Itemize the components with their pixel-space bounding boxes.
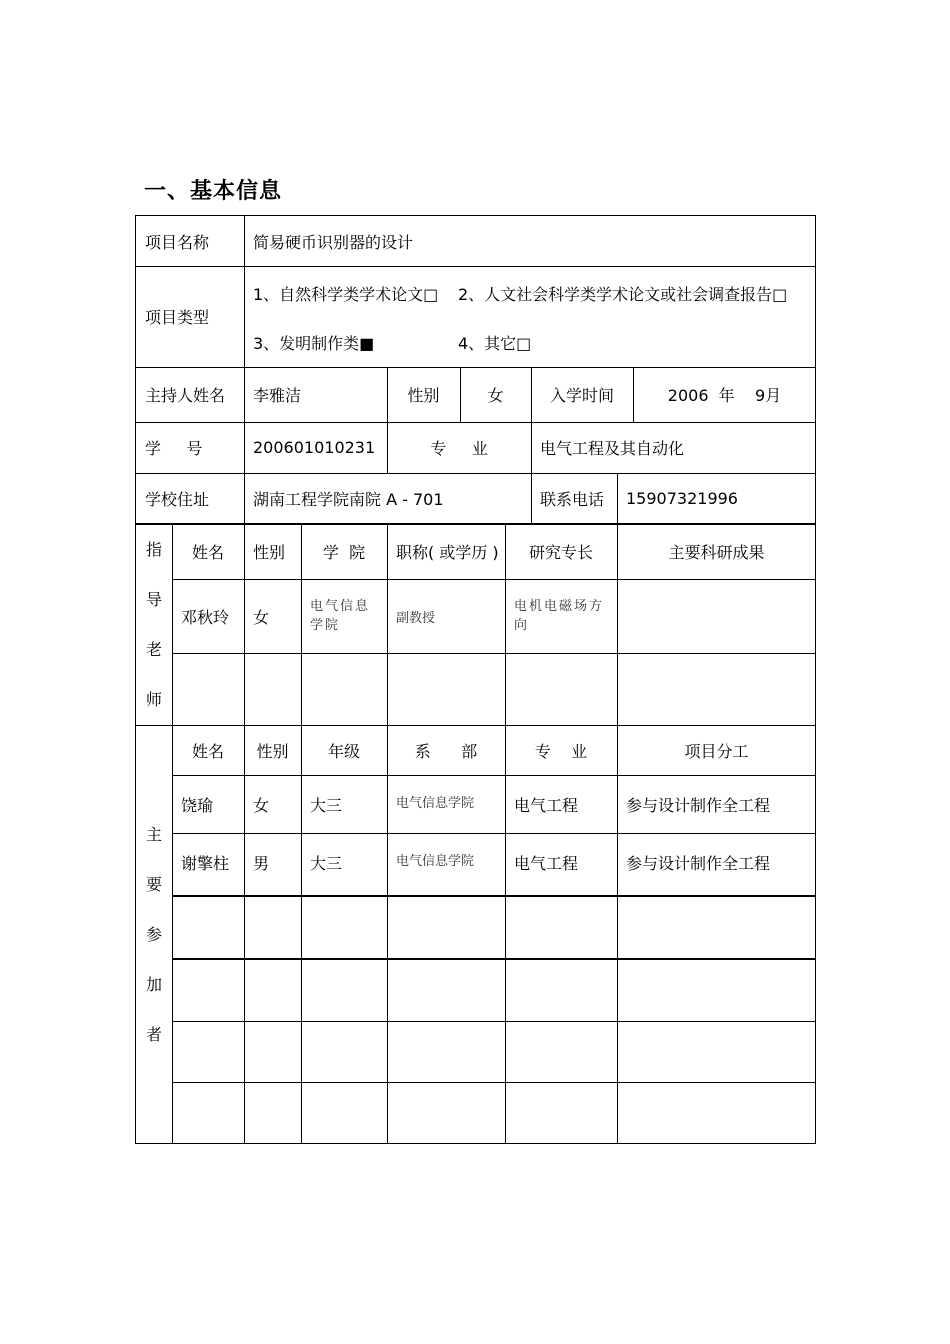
phone-label: 联系电话: [540, 490, 605, 509]
host-gender-label: 性别: [407, 386, 440, 405]
grid-line: [135, 1143, 816, 1144]
grid-line: [387, 367, 388, 473]
participant-2-name: 谢擎柱: [181, 853, 230, 873]
advisor-name: 邓秋玲: [181, 607, 230, 627]
participant-2-department: 电气信息学院: [396, 853, 475, 869]
grid-line: [172, 524, 173, 1144]
participant-1-name: 饶瑜: [181, 795, 214, 815]
project-type-option-3: 3、发明制作类■: [253, 333, 375, 353]
address-value: 湖南工程学院南院 A - 701: [253, 490, 444, 509]
advisor-gender: 女: [253, 607, 270, 627]
grid-line: [387, 524, 388, 1144]
grid-line: [135, 266, 816, 267]
grid-line: [815, 215, 816, 1144]
project-type-option-1: 1、自然科学类学术论文□: [253, 284, 439, 304]
student-id-label: 学 号: [145, 439, 203, 458]
grid-line: [135, 215, 816, 216]
grid-line: [172, 895, 816, 897]
participant-2-grade: 大三: [310, 853, 343, 873]
participant-header-name: 姓名: [191, 741, 224, 761]
grid-line: [135, 215, 136, 1144]
grid-line: [460, 367, 461, 422]
grid-line: [135, 523, 816, 525]
project-name-label: 项目名称: [145, 232, 210, 252]
advisor-header-gender: 性别: [253, 543, 286, 562]
grid-line: [172, 1021, 816, 1022]
host-name-value: 李雅洁: [253, 386, 302, 405]
major-value: 电气工程及其自动化: [540, 439, 685, 458]
host-gender-value: 女: [487, 386, 504, 405]
project-name-value: 简易硬币识别器的设计: [253, 232, 414, 252]
address-label: 学校住址: [145, 490, 210, 509]
advisor-specialty: 电机电磁场方向: [514, 599, 605, 633]
participant-header-role: 项目分工: [684, 741, 749, 761]
section-heading: 一、基本信息: [144, 179, 283, 204]
advisor-side-label: 指 导 老 师: [145, 539, 162, 709]
advisor-title: 副教授: [396, 610, 436, 626]
grid-line: [172, 579, 816, 580]
advisor-achievements: [617, 579, 816, 653]
participant-2-major: 电气工程: [514, 853, 579, 873]
participant-1-grade: 大三: [310, 795, 343, 815]
project-type-option-4: 4、其它□: [458, 333, 532, 353]
project-type-label: 项目类型: [145, 308, 210, 327]
participant-2-role: 参与设计制作全工程: [626, 853, 771, 873]
advisor-header-specialty: 研究专长: [528, 543, 593, 562]
advisor-header-college: 学 院: [322, 543, 366, 562]
grid-line: [531, 367, 532, 524]
grid-line: [135, 367, 816, 368]
participant-header-gender: 性别: [256, 741, 289, 761]
grid-line: [244, 215, 245, 524]
host-name-label: 主持人姓名: [145, 386, 226, 405]
grid-line: [617, 473, 618, 1144]
grid-line: [135, 725, 816, 726]
grid-line: [244, 524, 245, 1144]
host-enroll-value: 2006 年 9月: [667, 386, 782, 405]
project-type-option-2: 2、人文社会科学类学术论文或社会调查报告□: [458, 284, 788, 304]
participant-header-major: 专 业: [534, 741, 588, 761]
participant-1-department: 电气信息学院: [396, 795, 475, 811]
grid-line: [135, 473, 816, 474]
advisor-header-achievements: 主要科研成果: [668, 543, 765, 562]
grid-line: [172, 958, 816, 960]
grid-line: [172, 833, 816, 834]
participant-1-role: 参与设计制作全工程: [626, 795, 771, 815]
major-label: 专 业: [430, 439, 488, 458]
participant-header-grade: 年级: [327, 741, 360, 761]
host-enroll-label: 入学时间: [549, 386, 614, 405]
phone-value: 15907321996: [626, 489, 738, 508]
grid-line: [172, 1082, 816, 1083]
participants-side-label: 主 要 参 加 者: [145, 824, 162, 1044]
grid-line: [505, 524, 506, 1144]
participant-1-gender: 女: [253, 795, 270, 815]
advisor-header-title: 职称( 或学历 ): [396, 543, 499, 562]
participant-header-department: 系 部: [414, 741, 478, 761]
grid-line: [172, 775, 816, 776]
participant-1-major: 电气工程: [514, 795, 579, 815]
advisor-header-name: 姓名: [191, 543, 224, 562]
grid-line: [633, 367, 634, 422]
student-id-value: 200601010231: [253, 438, 376, 457]
grid-line: [301, 524, 302, 1144]
grid-line: [172, 653, 816, 654]
grid-line: [135, 422, 816, 423]
advisor-college: 电气信息学院: [310, 599, 371, 633]
participant-2-gender: 男: [253, 853, 270, 873]
